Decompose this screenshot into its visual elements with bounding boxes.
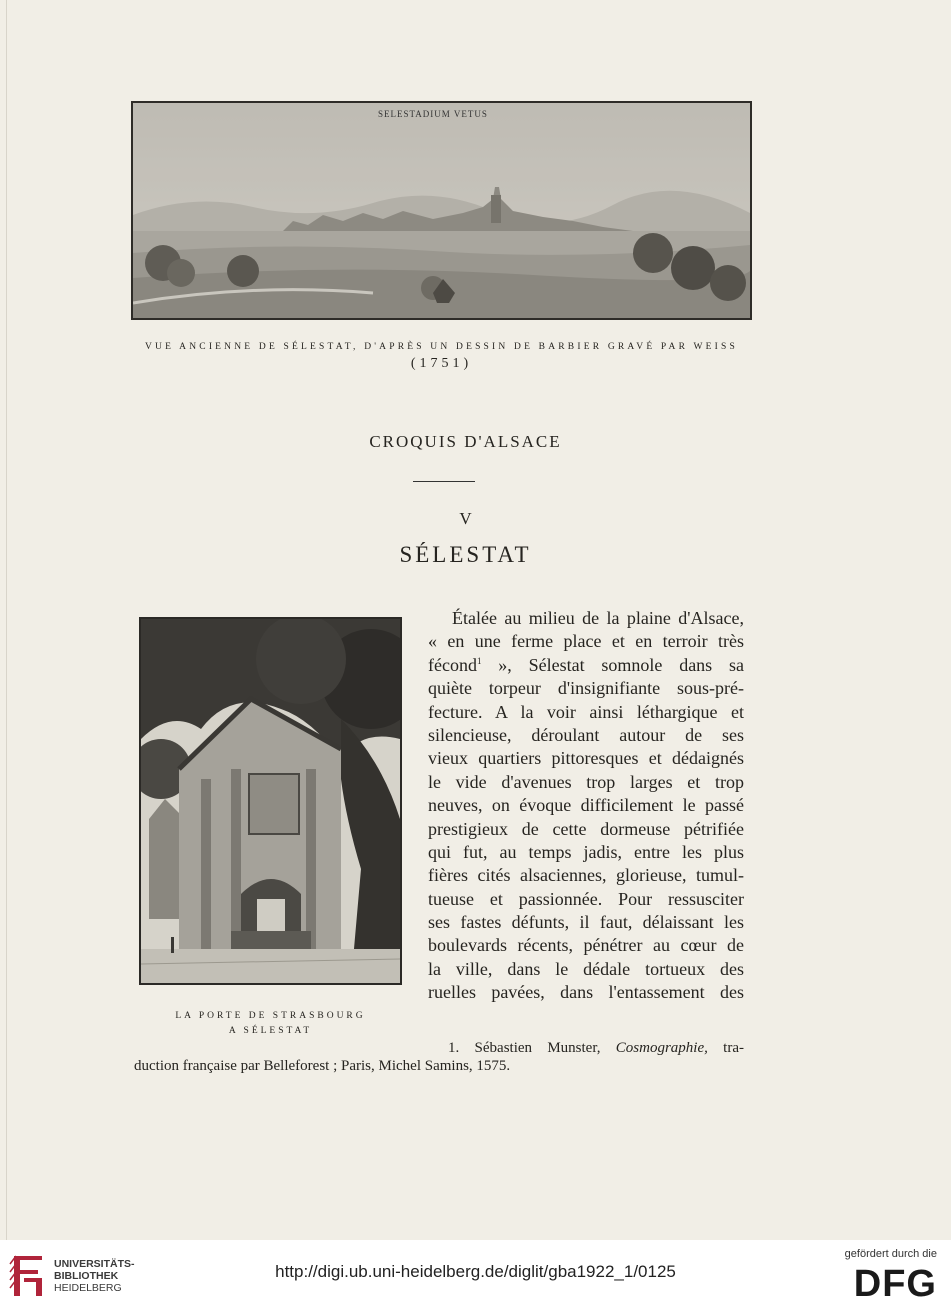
text-line: le vide d'avenues trop larges et trop	[428, 771, 744, 792]
divider	[413, 481, 475, 482]
footnote-work: Cosmographie,	[615, 1040, 708, 1056]
footnote-marker: 1	[476, 655, 482, 666]
text-line: Étalée au milieu de la plaine d'Alsace,	[452, 608, 744, 628]
university-name-line3: HEIDELBERG	[54, 1282, 122, 1294]
body-text	[428, 607, 744, 1005]
text-line-end: », Sélestat somnole dans sa	[481, 654, 744, 675]
text-line: silencieuse, déroulant autour de ses	[428, 724, 744, 745]
text-line: neuves, on évoque difficilement le passé	[428, 795, 744, 816]
footnote-line1-end: tra-	[723, 1040, 744, 1056]
text-line: vieux quartiers pittoresques et dédaignés	[428, 748, 744, 769]
chapter-number: V	[459, 509, 472, 528]
text-line: fières cités alsaciennes, glorieuse, tumul-	[428, 865, 744, 886]
chapter-title: SÉLESTAT	[399, 542, 532, 567]
footnote-author: Sébastien Munster,	[474, 1040, 601, 1056]
text-line-start: fécond	[428, 654, 477, 675]
text-line: boulevards récents, pénétrer au cœur de	[428, 935, 744, 956]
engraving-caption: VUE ANCIENNE DE SÉLESTAT, D'APRÈS UN DESSIN DE BARBIER GRAVÉ PAR WEISS	[144, 342, 739, 352]
footnote-number: 1.	[448, 1040, 460, 1056]
dfg-logo[interactable]: DFG	[853, 1263, 937, 1305]
photo-caption-line2: A SÉLESTAT	[228, 1026, 313, 1036]
engraving-year: (1751)	[410, 356, 473, 371]
photo-caption-line1: LA PORTE DE STRASBOURG	[175, 1011, 366, 1021]
series-title: CROQUIS D'ALSACE	[369, 432, 562, 451]
footnote-line1	[448, 1039, 744, 1057]
footer-bar	[0, 1240, 951, 1314]
text-line: prestigieux de cette dormeuse pétrifiée	[428, 818, 744, 839]
university-name-line1: UNIVERSITÄTS-	[54, 1258, 135, 1270]
text-line: ruelles pavées, dans l'entassement des	[428, 982, 744, 1003]
text-line: la ville, dans le dédale tortueux des	[428, 958, 744, 979]
text-line: tueuse et passionnée. Pour ressusciter	[428, 888, 744, 909]
engraving-illustration	[131, 101, 752, 320]
text-line: qui fut, au temps jadis, entre les plus	[428, 841, 744, 862]
dfg-funding-label: gefördert durch die	[844, 1248, 937, 1260]
text-line: ses fastes défunts, il faut, délaissant les	[428, 912, 744, 933]
text-line: « en une ferme place et en terroir très	[428, 631, 744, 652]
source-url-link[interactable]: http://digi.ub.uni-heidelberg.de/diglit/gba1922_1/0125	[275, 1262, 676, 1281]
gate-photograph	[139, 617, 402, 985]
university-name-line2: BIBLIOTHEK	[54, 1270, 119, 1282]
text-line	[428, 654, 744, 677]
text-line: quiète torpeur d'insignifiante sous-pré-	[428, 678, 744, 699]
page-edge-line	[6, 0, 7, 1240]
text-line: fecture. A la voir ainsi léthargique et	[428, 701, 744, 722]
footnote-line2: duction française par Belleforest ; Paris, Michel Samins, 1575.	[134, 1058, 511, 1074]
engraving-inscription: SELESTADIUM VETUS	[378, 109, 488, 119]
